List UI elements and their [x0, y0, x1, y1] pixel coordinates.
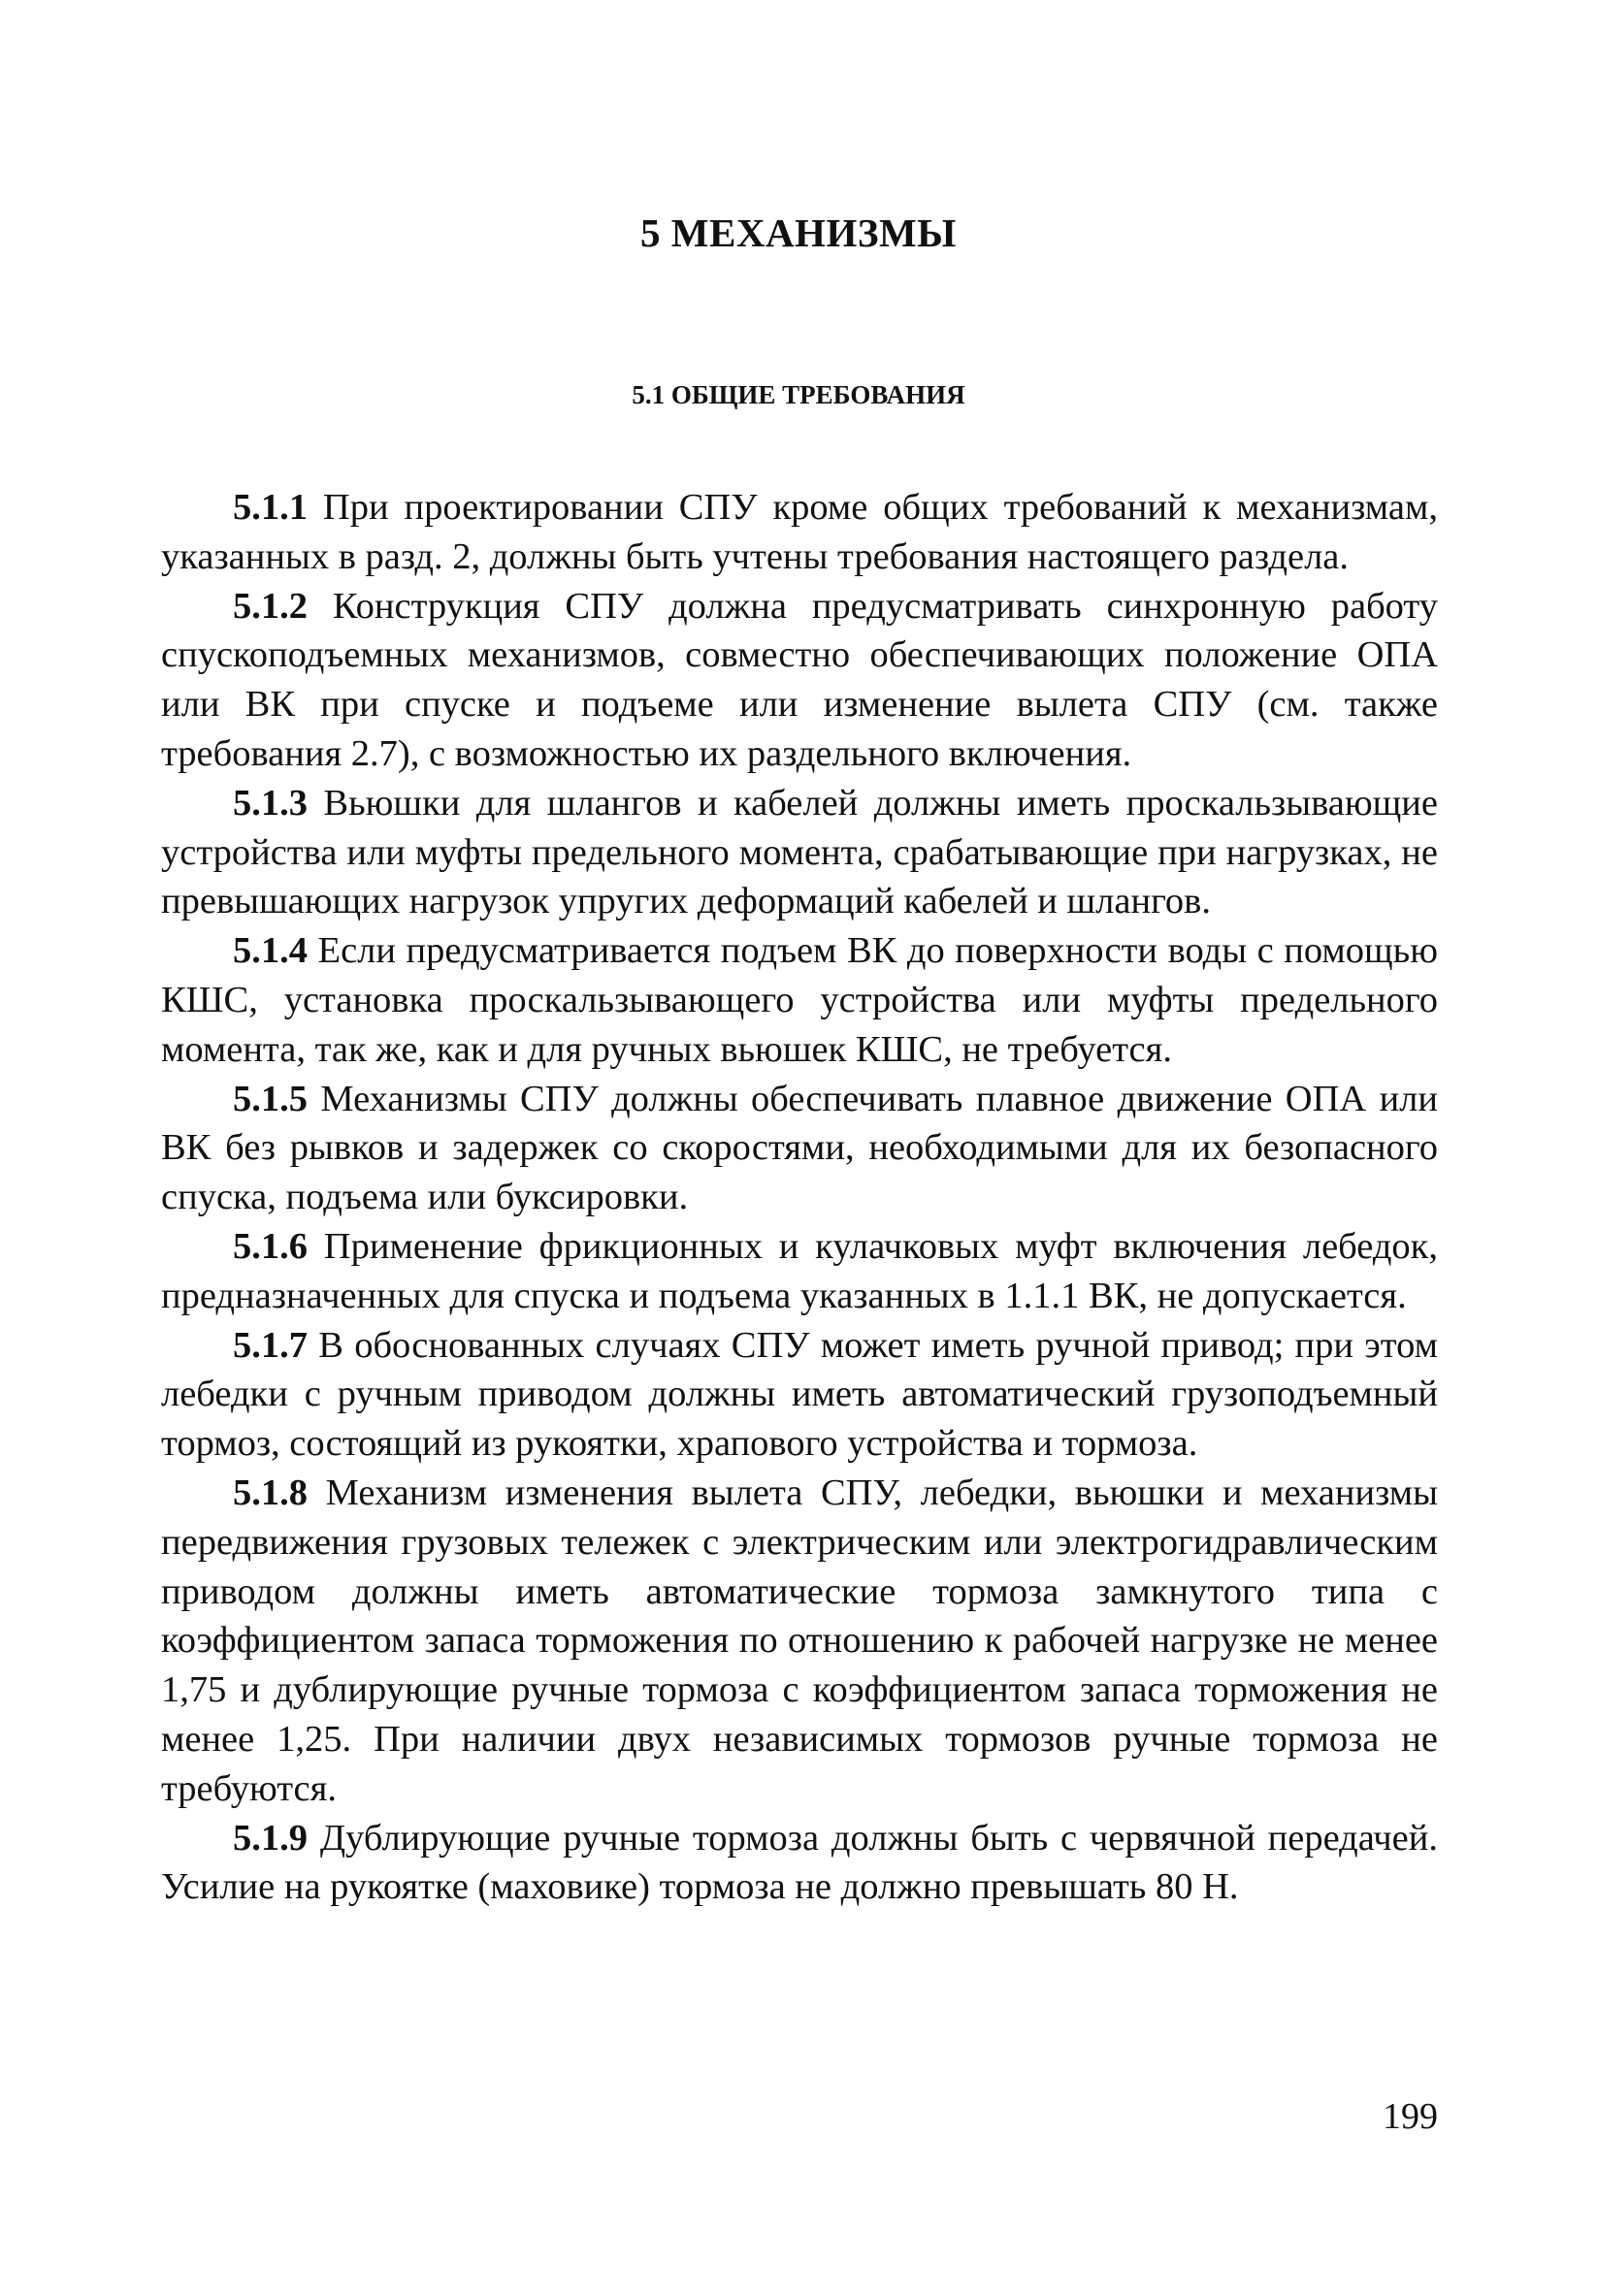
paragraph-text: Если предусматривается подъем ВК до поверхности воды с помощью КШС, установка проскальзывающего устройства или муфты предельного момента, так же, как и для ручных вьюшек КШС, не требуется.: [161, 930, 1438, 1070]
paragraph-5-1-8: [161, 1469, 1438, 1814]
paragraph-number: 5.1.3: [233, 782, 308, 824]
paragraph-text: Дублирующие ручные тормоза должны быть с червячной передачей. Усилие на рукоятке (маховике) тормоза не должно превышать 80 Н.: [161, 1817, 1438, 1908]
paragraph-text: При проектировании СПУ кроме общих требований к механизмам, указанных в разд. 2, должны быть учтены требования настоящего раздела.: [161, 487, 1438, 577]
paragraph-text: Конструкция СПУ должна предусматривать синхронную работу спускоподъемных механизмов, совместно обеспечивающих положение ОПА или ВК при спуске и подъеме или изменение вылета СПУ (см. также требования 2.7), с возможностью их раздельного включения.: [161, 585, 1438, 774]
paragraph-5-1-9: [161, 1814, 1438, 1913]
chapter-title: 5 МЕХАНИЗМЫ: [640, 210, 957, 255]
paragraph-5-1-4: [161, 926, 1438, 1074]
body-text: [161, 483, 1438, 1912]
paragraph-5-1-1: [161, 483, 1438, 582]
paragraph-text: Механизм изменения вылета СПУ, лебедки, вьюшки и механизмы передвижения грузовых тележек с электрическим или электрогидравлическим приводом должны иметь автоматические тормоза замкнутого типа с коэффициентом запаса торможения по отношению к рабочей нагрузке не менее 1,75 и дублирующие ручные тормоза с коэффициентом запаса торможения не менее 1,25. При наличии двух независимых тормозов ручные тормоза не требуются.: [161, 1471, 1438, 1809]
paragraph-5-1-2: [161, 582, 1438, 779]
page-number: 199: [1383, 2096, 1438, 2137]
paragraph-number: 5.1.9: [233, 1817, 308, 1859]
paragraph-number: 5.1.4: [233, 930, 308, 972]
section-title: 5.1 ОБЩИЕ ТРЕБОВАНИЯ: [632, 380, 965, 409]
paragraph-5-1-3: [161, 779, 1438, 926]
paragraph-number: 5.1.5: [233, 1078, 308, 1119]
paragraph-number: 5.1.7: [233, 1324, 308, 1366]
paragraph-5-1-5: [161, 1075, 1438, 1222]
paragraph-number: 5.1.8: [233, 1471, 308, 1513]
paragraph-number: 5.1.2: [233, 585, 308, 627]
paragraph-text: Применение фрикционных и кулачковых муфт включения лебедок, предназначенных для спуска и подъема указанных в 1.1.1 ВК, не допускается.: [161, 1225, 1438, 1316]
paragraph-number: 5.1.6: [233, 1225, 308, 1267]
paragraph-number: 5.1.1: [233, 487, 308, 528]
paragraph-text: Механизмы СПУ должны обеспечивать плавное движение ОПА или ВК без рывков и задержек со скоростями, необходимыми для их безопасного спуска, подъема или буксировки.: [161, 1078, 1438, 1218]
paragraph-text: В обоснованных случаях СПУ может иметь ручной привод; при этом лебедки с ручным приводом должны иметь автоматический грузоподъемный тормоз, состоящий из рукоятки, храпового устройства и тормоза.: [161, 1324, 1438, 1465]
paragraph-text: Вьюшки для шлангов и кабелей должны иметь проскальзывающие устройства или муфты предельного момента, срабатывающие при нагрузках, не превышающих нагрузок упругих деформаций кабелей и шлангов.: [161, 782, 1438, 922]
paragraph-5-1-7: [161, 1321, 1438, 1469]
paragraph-5-1-6: [161, 1222, 1438, 1321]
